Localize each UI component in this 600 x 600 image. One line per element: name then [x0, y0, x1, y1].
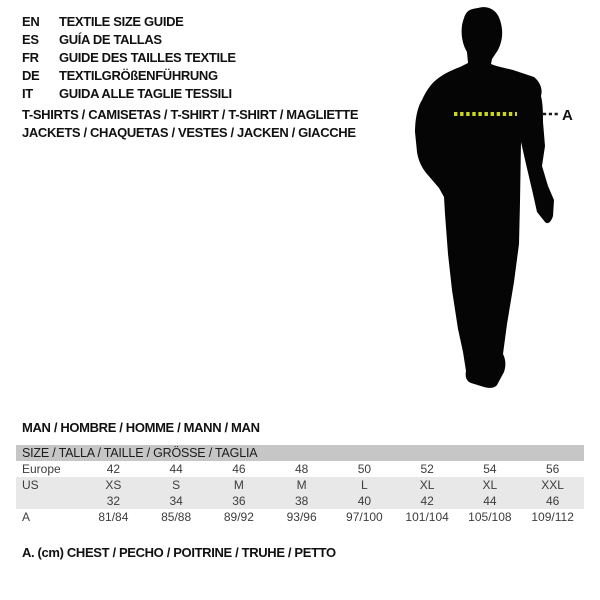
language-code: FR: [22, 50, 39, 65]
language-label: GUIDE DES TAILLES TEXTILE: [59, 50, 236, 65]
table-cell: 52: [420, 462, 434, 476]
table-row: [16, 461, 584, 477]
table-cell: M: [296, 478, 307, 492]
table-cell: 105/108: [468, 510, 512, 524]
size-table-header: SIZE / TALLA / TAILLE / GRÖSSE / TAGLIA: [16, 445, 584, 461]
table-cell: L: [361, 478, 368, 492]
size-guide-figure: [400, 4, 580, 392]
language-list: [22, 13, 236, 103]
language-code: EN: [22, 14, 40, 29]
table-row-label: [16, 493, 82, 509]
language-code: ES: [22, 32, 39, 47]
table-cell: 81/84: [98, 510, 129, 524]
table-cell: 93/96: [286, 510, 317, 524]
language-row: [22, 85, 236, 103]
language-label: TEXTILGRÖßENFÜHRUNG: [59, 68, 218, 83]
table-cell: XS: [105, 478, 122, 492]
table-cell: 42: [420, 494, 434, 508]
table-cell: 44: [483, 494, 497, 508]
size-table: [16, 445, 584, 525]
table-row: [16, 493, 584, 509]
category-list: [22, 106, 358, 142]
table-row-label: US: [22, 478, 39, 492]
table-cell: S: [172, 478, 181, 492]
table-cell: 85/88: [161, 510, 192, 524]
table-cell: 50: [357, 462, 372, 476]
table-cell: 56: [545, 462, 560, 476]
table-cell: 46: [545, 494, 560, 508]
table-row: [16, 477, 584, 493]
table-row-label: A: [22, 510, 31, 524]
table-cell: XL: [482, 478, 498, 492]
language-row: [22, 67, 236, 85]
man-silhouette: [415, 7, 554, 388]
measure-label-a: A: [562, 107, 573, 124]
table-cell: XL: [419, 478, 435, 492]
language-row: [22, 31, 236, 49]
language-label: TEXTILE SIZE GUIDE: [59, 14, 184, 29]
measurement-footnote: A. (cm) CHEST / PECHO / POITRINE / TRUHE / PETTO: [22, 545, 336, 560]
table-cell: 48: [294, 462, 309, 476]
language-code: DE: [22, 68, 40, 83]
size-table-body: [16, 461, 584, 525]
section-title: MAN / HOMBRE / HOMME / MANN / MAN: [22, 420, 260, 435]
language-code: IT: [22, 86, 33, 101]
language-label: GUIDA ALLE TAGLIE TESSILI: [59, 86, 232, 101]
table-cell: 40: [357, 494, 372, 508]
table-cell: M: [233, 478, 244, 492]
table-cell: 101/104: [405, 510, 449, 524]
table-cell: 54: [483, 462, 497, 476]
table-cell: 34: [169, 494, 183, 508]
category-line: JACKETS / CHAQUETAS / VESTES / JACKEN / GIACCHE: [22, 125, 356, 140]
table-cell: 32: [106, 494, 121, 508]
table-cell: 36: [232, 494, 246, 508]
table-cell: 97/100: [346, 510, 383, 524]
table-cell: 46: [232, 462, 246, 476]
table-row-label: Europe: [22, 462, 61, 476]
language-row: [22, 49, 236, 67]
table-cell: 44: [169, 462, 183, 476]
table-cell: 89/92: [223, 510, 254, 524]
table-row: [16, 509, 584, 525]
language-label: GUÍA DE TALLAS: [59, 32, 162, 47]
table-cell: 109/112: [531, 510, 574, 524]
table-cell: 42: [106, 462, 121, 476]
table-cell: XXL: [541, 478, 564, 492]
category-line: T-SHIRTS / CAMISETAS / T-SHIRT / T-SHIRT / MAGLIETTE: [22, 107, 359, 122]
table-cell: 38: [294, 494, 309, 508]
language-row: [22, 13, 236, 31]
